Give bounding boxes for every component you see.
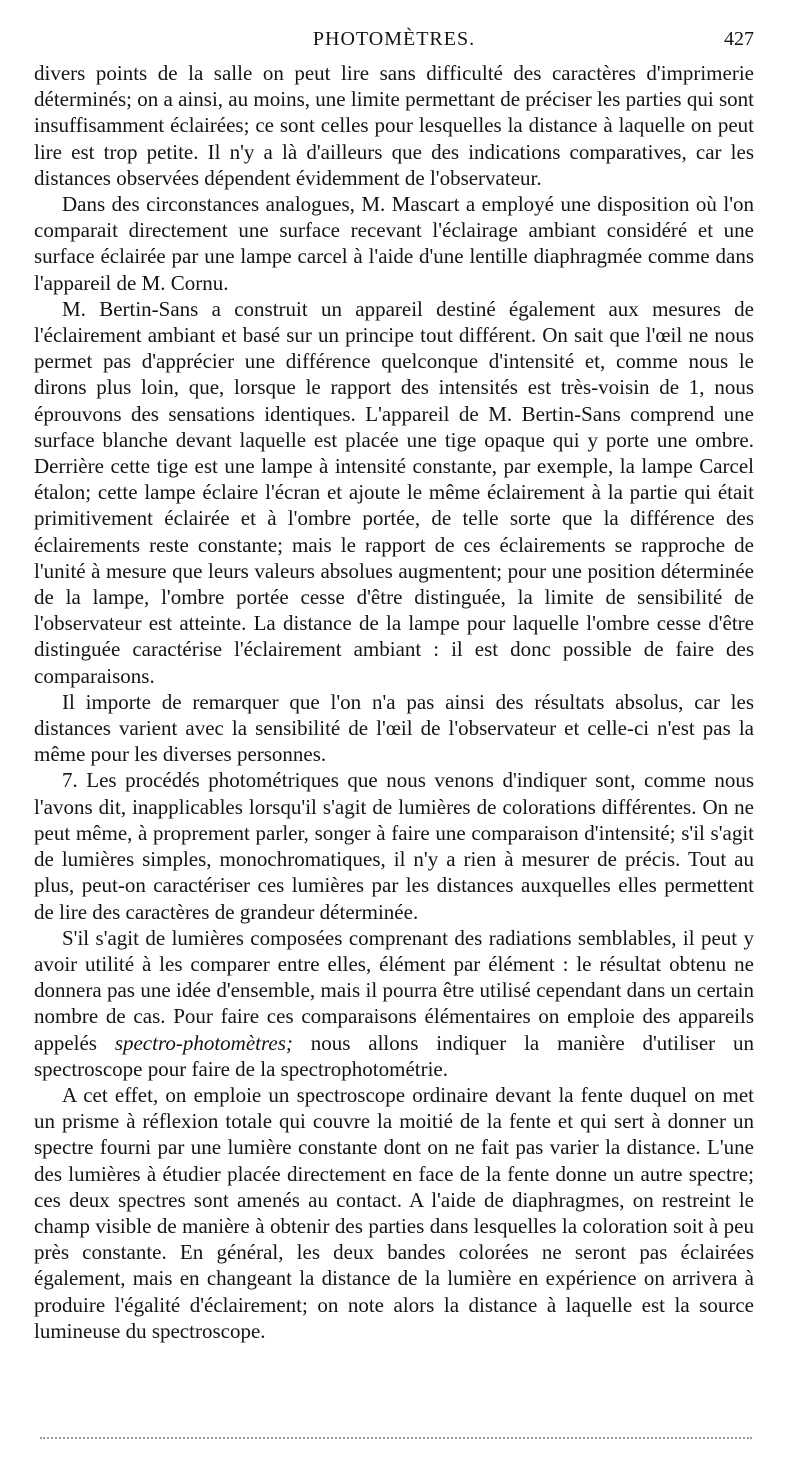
running-header xyxy=(34,28,754,58)
italic-term: spectro-photomètres; xyxy=(114,1030,293,1055)
running-title: PHOTOMÈTRES. xyxy=(312,28,476,50)
paragraph-1: divers points de la salle on peut lire sans difficulté des caractères d'imprimerie déterminés; on a ainsi, au moins, une limite permettant de préciser les parties qui sont insuffisamment éclairées; ce sont celles pour lesquelles la distance à laquelle on peut lire est trop petite. Il n'y a là d'ailleurs que des indications comparatives, car les distances observées dépendent évidemment de l'observateur. xyxy=(34,61,754,190)
bottom-dotted-rule xyxy=(40,1437,752,1439)
paragraph-3: M. Bertin-Sans a construit un appareil destiné également aux mesures de l'éclairement ambiant et basé sur un principe tout différent. On sait que l'œil ne nous permet pas d'apprécier une différence quelconque d'intensité et, comme nous le dirons plus loin, que, lorsque le rapport des intensités est très-voisin de 1, nous éprouvons des sensations identiques. L'appareil de M. Bertin-Sans comprend une surface blanche devant laquelle est placée une tige opaque qui y porte une ombre. Derrière cette tige est une lampe à intensité constante, par exemple, la lampe Carcel étalon; cette lampe éclaire l'écran et ajoute le même éclairement à la partie qui était primitivement éclairée et à l'ombre portée, de telle sorte que la différence des éclairements reste constante; mais le rapport de ces éclairements se rapproche de l'unité à mesure que leurs valeurs absolues augmentent; pour une position déterminée de la lampe, l'ombre portée cesse d'être distinguée, la limite de sensibilité de l'observateur est atteinte. La distance de la lampe pour laquelle l'ombre cesse d'être distinguée caractérise l'éclairement ambiant : il est donc possible de faire des comparaisons. xyxy=(34,296,754,688)
paragraph-6-end: nous allons indiquer la manière d'utiliser un spectroscope pour faire de la spectrophotométrie. xyxy=(34,1030,754,1081)
paragraph-6 xyxy=(34,925,754,1082)
paragraph-5: 7. Les procédés photométriques que nous venons d'indiquer sont, comme nous l'avons dit, inapplicables lorsqu'il s'agit de lumières de colorations différentes. On ne peut même, à proprement parler, songer à faire une comparaison d'intensité; s'il s'agit de lumières simples, monochromatiques, il n'y a rien à mesurer de précis. Tout au plus, peut-on caractériser ces lumières par les distances auxquelles elles permettent de lire des caractères de grandeur déterminée. xyxy=(34,768,754,924)
paragraph-4: Il importe de remarquer que l'on n'a pas ainsi des résultats absolus, car les distances varient avec la sensibilité de l'œil de l'observateur et celle-ci n'est pas la même pour les diverses personnes. xyxy=(34,689,754,767)
page-number: 427 xyxy=(724,28,754,50)
body-text xyxy=(34,60,754,1344)
paragraph-2: Dans des circonstances analogues, M. Mascart a employé une disposition où l'on comparait directement une surface recevant l'éclairage ambiant considéré et une surface éclairée par une lampe carcel à l'aide d'une lentille diaphragmée comme dans l'appareil de M. Cornu. xyxy=(34,192,754,295)
paragraph-6-start: S'il s'agit de lumières composées comprenant des radiations semblables, il peut y avoir utilité à les comparer entre elles, élément par élément : le résultat obtenu ne donnera pas une idée d'ensemble, mais il pourra être utilisé cependant dans un certain nombre de cas. Pour faire ces comparaisons élémentaires on emploie des appareils appelés xyxy=(34,925,754,1055)
paragraph-7: A cet effet, on emploie un spectroscope ordinaire devant la fente duquel on met un prisme à réflexion totale qui couvre la moitié de la fente et qui sert à donner un spectre fourni par une lumière constante dont on ne fait pas varier la distance. L'une des lumières à étudier placée directement en face de la fente donne un autre spectre; ces deux spectres sont amenés au contact. A l'aide de diaphragmes, on restreint le champ visible de manière à obtenir des parties dans lesquelles la coloration soit à peu près constante. En général, les deux bandes colorées ne seront pas éclairées également, mais en changeant la distance de la lumière en expérience on arrivera à produire l'égalité d'éclairement; on note alors la distance à laquelle est la source lumineuse du spectroscope. xyxy=(34,1082,754,1343)
